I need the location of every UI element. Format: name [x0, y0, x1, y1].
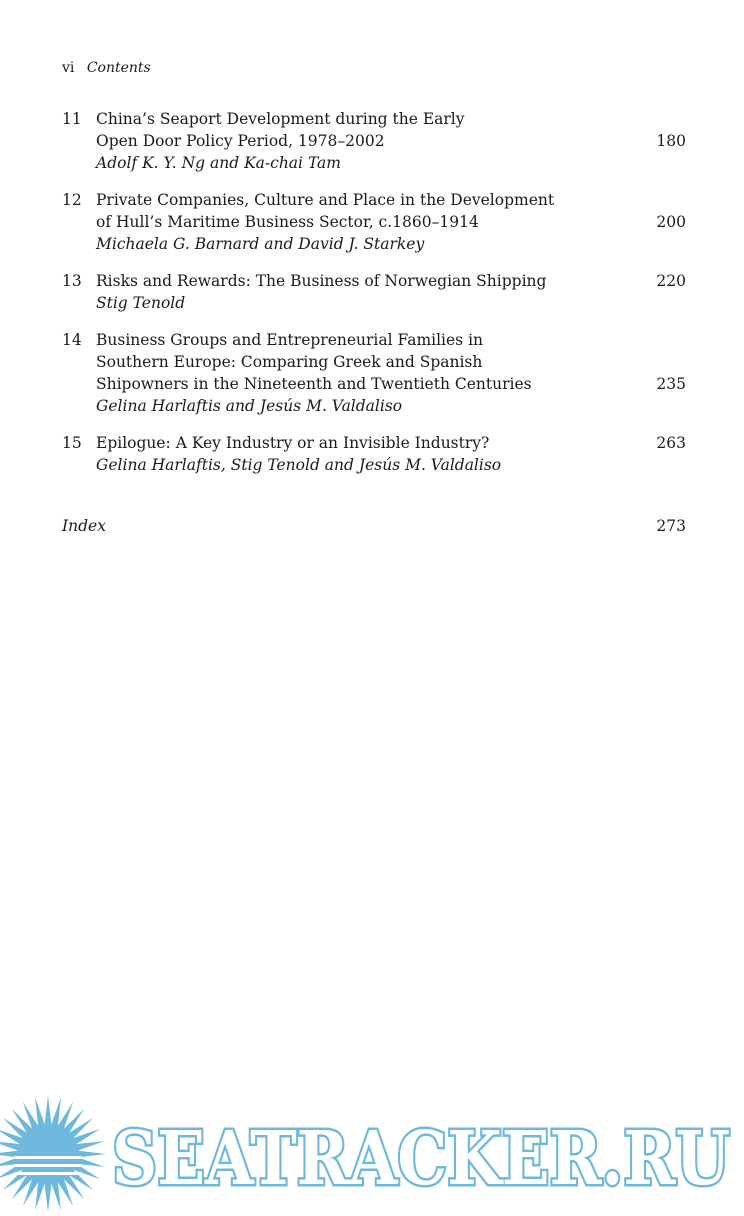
chapter-authors: Gelina Harlaftis and Jesús M. Valdaliso [96, 397, 403, 415]
chapter-authors: Adolf K. Y. Ng and Ka-chai Tam [96, 154, 341, 172]
page-number: 200 [656, 213, 686, 231]
chapter-title-line: Business Groups and Entrepreneurial Families in [96, 331, 484, 349]
sunburst-icon [0, 1096, 106, 1212]
chapter-title-line: Southern Europe: Comparing Greek and Spanish [96, 353, 483, 371]
chapter-title-line: Epilogue: A Key Industry or an Invisible Industry? [96, 434, 490, 452]
watermark-logo [0, 1092, 744, 1216]
toc-entry-14 [62, 329, 686, 417]
chapter-number: 14 [62, 331, 82, 349]
chapter-title-line: China’s Seaport Development during the Early [96, 110, 465, 128]
section-title: Contents [86, 60, 151, 76]
page-number: 235 [656, 375, 686, 393]
chapter-title-line: Open Door Policy Period, 1978–2002 [96, 132, 385, 150]
index-label: Index [62, 517, 106, 535]
chapter-number: 15 [62, 434, 82, 452]
page-number: 180 [656, 132, 686, 150]
watermark-svg [0, 1092, 744, 1216]
toc-entry-11 [62, 108, 686, 174]
watermark-text: SEATRACKER.RU [112, 1116, 730, 1202]
sunburst-stripe [14, 1156, 82, 1159]
sunburst-stripe [14, 1164, 82, 1167]
running-head [62, 58, 151, 78]
chapter-title-line: Private Companies, Culture and Place in the Development [96, 191, 555, 209]
chapter-title-line: Shipowners in the Nineteenth and Twentieth Centuries [96, 375, 532, 393]
table-of-contents [62, 108, 686, 491]
toc-entry-15 [62, 432, 686, 476]
chapter-authors: Michaela G. Barnard and David J. Starkey [96, 235, 425, 253]
page-number: 220 [656, 272, 686, 290]
page-number: 263 [656, 434, 686, 452]
folio: vi [62, 60, 75, 76]
toc-entry-index [62, 515, 686, 537]
toc-entry-12 [62, 189, 686, 255]
chapter-authors: Gelina Harlaftis, Stig Tenold and Jesús M. Valdaliso [96, 456, 502, 474]
toc-entry-13 [62, 270, 686, 314]
page-number: 273 [656, 517, 686, 535]
chapter-title-line: Risks and Rewards: The Business of Norwegian Shipping [96, 272, 547, 290]
chapter-number: 13 [62, 272, 82, 290]
chapter-number: 11 [62, 110, 82, 128]
chapter-authors: Stig Tenold [96, 294, 186, 312]
sunburst-stripe [14, 1172, 82, 1175]
chapter-title-line: of Hull’s Maritime Business Sector, c.1860–1914 [96, 213, 479, 231]
chapter-number: 12 [62, 191, 82, 209]
